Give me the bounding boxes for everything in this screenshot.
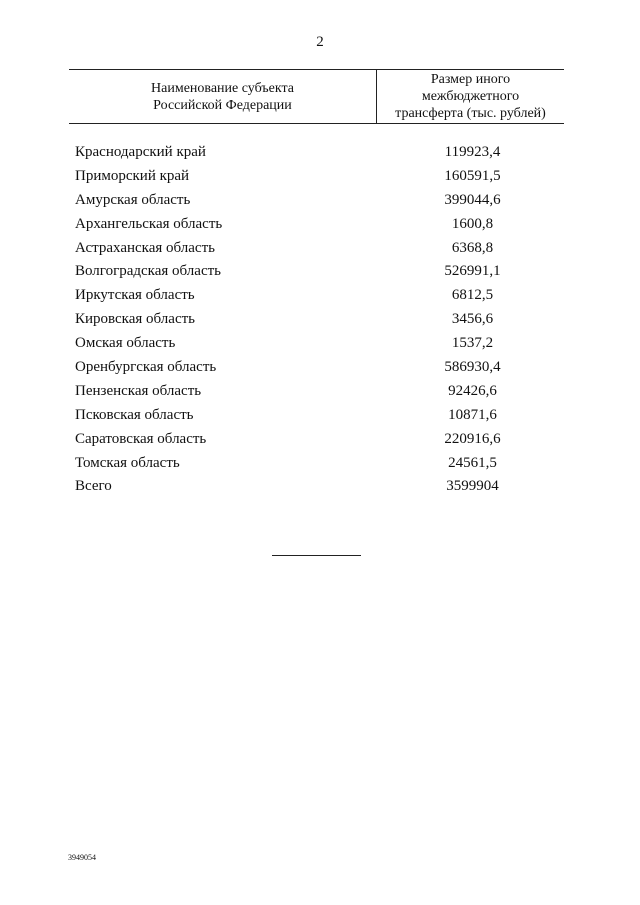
region-name: Саратовская область <box>75 430 207 447</box>
region-name: Краснодарский край <box>75 144 206 160</box>
table-row <box>0 355 640 379</box>
transfer-amount: 526991,1 <box>444 263 501 280</box>
table-row <box>0 283 640 307</box>
table-row <box>0 451 640 475</box>
header-transfer-amount <box>377 70 564 123</box>
table-row <box>0 236 640 260</box>
table-row <box>0 427 640 451</box>
region-name: Амурская область <box>75 191 191 208</box>
header-region-line-2: Российской Федерации <box>153 97 292 113</box>
page-number: 2 <box>316 34 324 50</box>
header-amount-line-1: Размер иного <box>430 72 511 87</box>
transfer-amount: 92426,6 <box>448 382 497 399</box>
transfer-amount: 3456,6 <box>451 311 494 328</box>
transfer-amount: 119923,4 <box>444 144 501 160</box>
transfer-amount: 160591,5 <box>444 167 501 184</box>
region-name: Кировская область <box>75 311 196 328</box>
end-of-table-rule <box>272 555 361 556</box>
region-name: Псковская область <box>75 406 194 423</box>
header-region-line-1: Наименование субъекта <box>151 80 294 96</box>
region-name: Волгоградская область <box>75 263 221 280</box>
table-row <box>0 403 640 427</box>
total-label: Всего <box>75 478 112 495</box>
transfer-amount: 220916,6 <box>444 430 501 447</box>
table-row <box>0 379 640 403</box>
transfer-amount: 586930,4 <box>444 359 501 376</box>
table-row <box>0 188 640 212</box>
header-amount-line-3: трансферта (тыс. рублей) <box>395 106 546 121</box>
region-name: Томская область <box>75 454 180 471</box>
region-name: Оренбургская область <box>75 359 217 376</box>
document-code: 3949054 <box>68 853 96 862</box>
table-row <box>0 212 640 236</box>
transfer-amount: 399044,6 <box>444 191 501 208</box>
table-body <box>0 140 640 498</box>
table-header <box>69 69 564 124</box>
region-name: Пензенская область <box>75 382 202 399</box>
table-row-total <box>0 474 640 498</box>
total-amount: 3599904 <box>446 478 499 495</box>
transfer-amount: 6368,8 <box>451 239 494 256</box>
transfer-amount: 10871,6 <box>448 406 497 423</box>
region-name: Омская область <box>75 335 176 352</box>
transfer-amount: 6812,5 <box>451 287 494 304</box>
table-row <box>0 331 640 355</box>
table-row <box>0 307 640 331</box>
header-amount-line-2: межбюджетного <box>421 89 520 104</box>
table-row <box>0 164 640 188</box>
transfer-amount: 1600,8 <box>451 215 494 232</box>
table-row <box>0 259 640 283</box>
header-region-name <box>69 70 376 123</box>
region-name: Иркутская область <box>75 287 195 304</box>
region-name: Архангельская область <box>75 215 223 232</box>
transfer-amount: 24561,5 <box>448 454 497 471</box>
region-name: Приморский край <box>75 167 190 184</box>
table-row <box>0 140 640 164</box>
region-name: Астраханская область <box>75 239 215 256</box>
transfer-amount: 1537,2 <box>451 335 494 352</box>
